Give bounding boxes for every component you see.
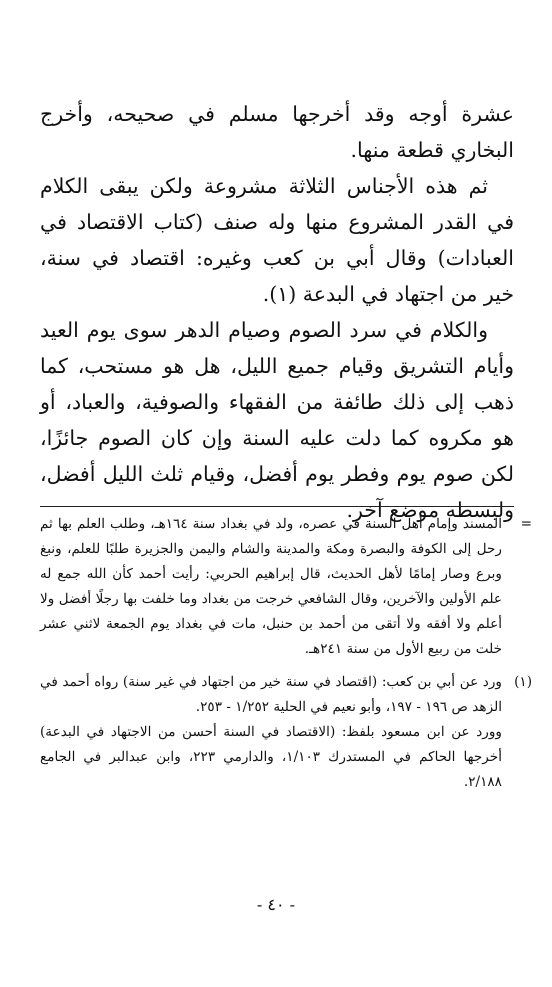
footnote-marker: (١) — [514, 674, 532, 690]
footnote-body — [40, 512, 502, 662]
page-number: - ٤٠ - — [256, 895, 296, 914]
main-paragraph: والكلام في سرد الصوم وصيام الدهر سوى يوم العيد وأيام التشريق وقيام جميع الليل، هل هو مستحب، كما ذهب إلى ذلك طائفة من الفقهاء والصوفية، والعباد، أو هو مكروه كما دلت عليه السنة وإن كان الصوم جائزًا، لكن صوم يوم وفطر يوم أفضل، وقيام ثلث الليل أفضل، ولبسطه موضع آخر. — [40, 318, 514, 522]
main-paragraph: عشرة أوجه وقد أخرجها مسلم في صحيحه، وأخرج البخاري قطعة منها. — [40, 102, 514, 162]
main-text — [40, 96, 514, 528]
footnotes — [40, 512, 532, 795]
footnote-text: وورد عن ابن مسعود بلفظ: (الاقتصاد في السنة أحسن من الاجتهاد في البدعة) أخرجها الحاكم في المستدرك ١/١٠٣، والدارمي ٢٢٣، وابن عبدالبر في الجامع ٢/١٨٨. — [40, 724, 502, 790]
footnote-body — [40, 670, 502, 795]
footnote-separator — [40, 506, 514, 507]
footnote-text: ورد عن أبي بن كعب: (اقتصاد في سنة خير من اجتهاد في غير سنة) رواه أحمد في الزهد ص ١٩٦ - ١٩٧، وأبو نعيم في الحلية ١/٢٥٢ - ٢٥٣. — [40, 674, 502, 715]
main-paragraph: ثم هذه الأجناس الثلاثة مشروعة ولكن يبقى الكلام في القدر المشروع منها وله صنف (كتاب الاقتصاد في العبادات) وقال أبي بن كعب وغيره: اقتصاد في سنة، خير من اجتهاد في البدعة (١). — [40, 174, 514, 306]
footnote-continuation — [40, 512, 532, 662]
footnote-marker: = — [520, 516, 532, 532]
footnote-text: المسند وإمام أهل السنة في عصره، ولد في بغداد سنة ١٦٤هـ، وطلب العلم بها ثم رحل إلى الكوفة والبصرة ومكة والمدينة والشام واليمن والجزيرة طلبًا للعلم، ونبغ وبرع وصار إمامًا لأهل الحديث، قال إبراهيم الحربي: رأيت أحمد كأن الله جمع له علم الأولين والآخرين، وقال الشافعي خرجت من بغداد وما خلفت بها رجلًا أفضل ولا أعلم ولا أفقه ولا أتقى من أحمد بن حنبل، مات في بغداد يوم الجمعة لاثني عشر خلت من ربيع الأول من سنة ٢٤١هـ. — [40, 516, 502, 657]
footnote-1 — [40, 670, 532, 795]
